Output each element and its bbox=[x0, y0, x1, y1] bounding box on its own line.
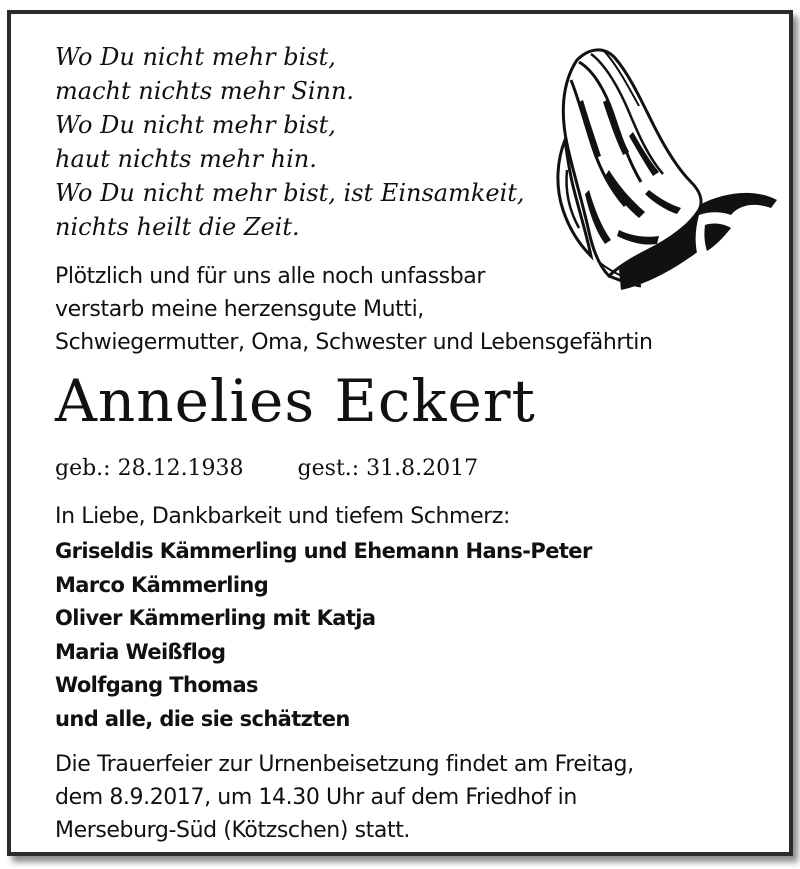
service-line: Die Trauerfeier zur Urnenbeisetzung findet am Freitag, bbox=[55, 752, 634, 777]
obituary-card bbox=[7, 10, 793, 856]
poem-line: macht nichts mehr Sinn. bbox=[55, 77, 355, 105]
intro-line: verstarb meine herzensgute Mutti, bbox=[55, 297, 424, 322]
poem-line: haut nichts mehr hin. bbox=[55, 145, 317, 173]
service-line: dem 8.9.2017, um 14.30 Uhr auf dem Friedhof in bbox=[55, 785, 577, 810]
death-date: gest.: 31.8.2017 bbox=[297, 456, 479, 481]
mourner-name: Marco Kämmerling bbox=[55, 572, 269, 597]
life-dates bbox=[55, 452, 478, 486]
mourner-name: Griseldis Kämmerling und Ehemann Hans-Peter bbox=[55, 539, 592, 563]
service-notice bbox=[55, 748, 634, 847]
mourner-name: Maria Weißflog bbox=[55, 639, 226, 664]
intro-line: Schwiegermutter, Oma, Schwester und Lebensgefährtin bbox=[55, 330, 653, 355]
announcement-intro bbox=[55, 260, 653, 359]
poem-line: Wo Du nicht mehr bist, bbox=[55, 43, 336, 71]
mourners-list bbox=[55, 535, 592, 737]
poem-line: Wo Du nicht mehr bist, bbox=[55, 111, 336, 139]
poem bbox=[55, 40, 525, 244]
service-line: Merseburg-Süd (Kötzschen) statt. bbox=[55, 818, 411, 843]
birth-date: geb.: 28.12.1938 bbox=[55, 456, 244, 481]
poem-line: Wo Du nicht mehr bist, ist Einsamkeit, bbox=[55, 179, 525, 207]
intro-line: Plötzlich und für uns alle noch unfassbar bbox=[55, 264, 485, 289]
mourners-intro: In Liebe, Dankbarkeit und tiefem Schmerz: bbox=[55, 504, 511, 529]
mourner-name: Wolfgang Thomas bbox=[55, 673, 258, 698]
mourner-name: und alle, die sie schätzten bbox=[55, 706, 350, 731]
mourner-name: Oliver Kämmerling mit Katja bbox=[55, 606, 376, 631]
deceased-name: Annelies Eckert bbox=[55, 367, 536, 435]
poem-line: nichts heilt die Zeit. bbox=[55, 213, 300, 241]
